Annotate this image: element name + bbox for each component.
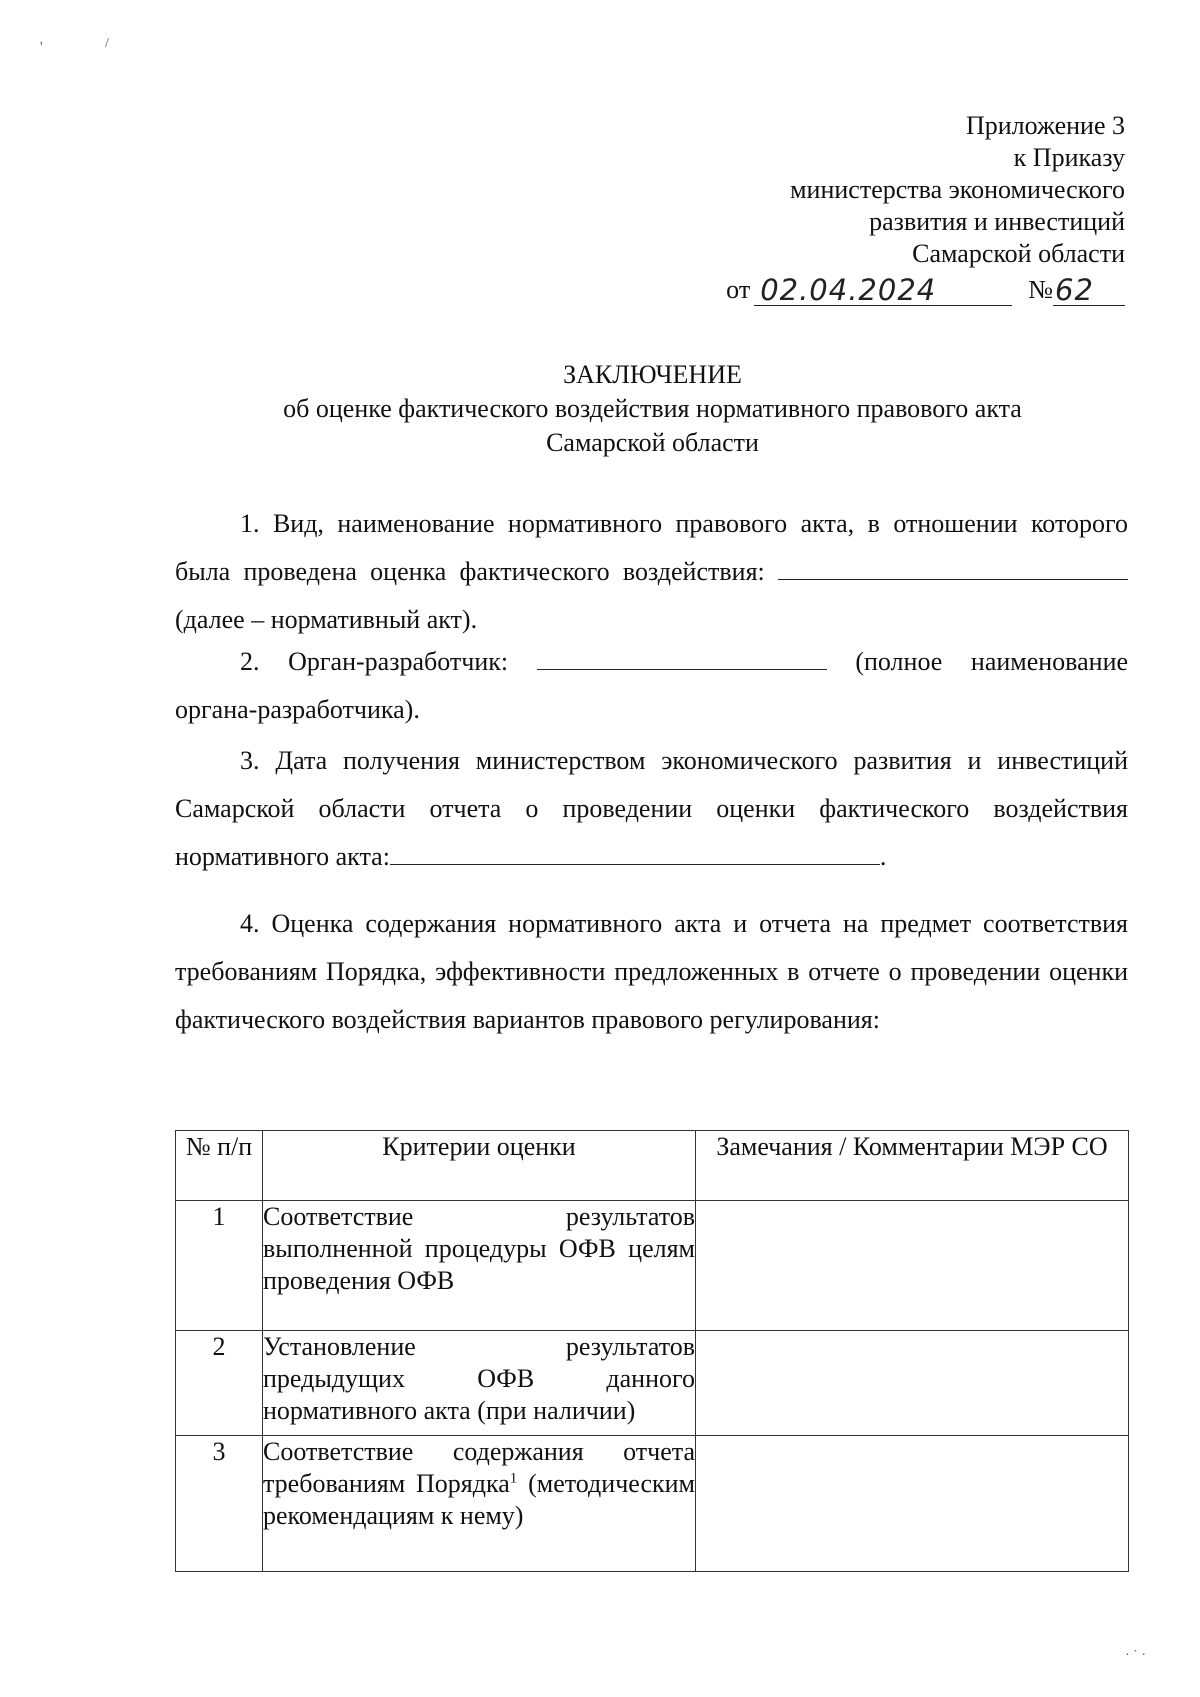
appendix-header [726,110,1125,306]
title-sub-1: об оценке фактического воздействия нормативного правового акта [283,394,1022,423]
section-1 [175,500,1128,644]
row-criteria-text: Установление результатов предыдущих ОФВ данного нормативного акта (при наличии) [263,1332,695,1425]
title-main: ЗАКЛЮЧЕНИЕ [563,360,742,389]
section-3-blank [390,838,880,865]
row-criteria-main: Соответствие содержания отчета требованиям Порядка [263,1437,695,1498]
section-1-text: 1. Вид, наименование нормативного правового акта, в отношении которого была проведена оценка фактического воздействия: [175,509,1128,586]
header-comments: Замечания / Комментарии МЭР СО [696,1131,1129,1201]
section-3 [175,737,1128,881]
criteria-table [175,1130,1129,1572]
section-3-end: . [879,842,887,871]
row-comment [696,1331,1129,1436]
header-line-3: министерства экономического [790,175,1125,204]
scan-speck: · ˙ · [1125,1648,1146,1663]
table-row [176,1201,1129,1331]
row-criteria [263,1201,696,1331]
row-comment [696,1436,1129,1572]
header-criteria: Критерии оценки [263,1131,696,1201]
section-2-blank [537,643,827,670]
row-criteria-tail: (методическим рекомендациям к нему) [263,1469,695,1530]
table-row [176,1436,1129,1572]
number-prefix: № [1028,275,1053,304]
header-line-1: Приложение 3 [965,111,1125,140]
header-line-4: развития и инвестиций [869,207,1125,236]
section-1-blank [778,553,1128,580]
section-1-tail: (далее – нормативный акт). [175,605,478,634]
table-header-row [176,1131,1129,1201]
row-criteria-text: Соответствие результатов выполненной процедуры ОФВ целям проведения ОФВ [263,1202,695,1295]
scan-speck: / [105,36,109,51]
section-3-text: 3. Дата получения министерством экономического развития и инвестиций Самарской области отчета о проведении оценки фактического воздействия нормативного акта: [175,746,1128,871]
handwritten-number: 62 [1053,275,1125,306]
section-2-tail: (полное наименование органа-разработчика). [175,647,1129,724]
section-2-text: 2. Орган-разработчик: [240,647,509,676]
section-4 [175,900,1128,1044]
section-4-text: 4. Оценка содержания нормативного акта и отчета на предмет соответствия требованиям Порядка, эффективности предложенных в отчете о проведении оценки фактического воздействия вариантов правового регулирования: [175,909,1128,1034]
footnote-marker: 1 [509,1470,518,1487]
row-num: 1 [176,1201,263,1331]
row-criteria-text [263,1436,695,1532]
title-sub-2: Самарской области [546,428,759,457]
header-line-5: Самарской области [912,239,1125,268]
row-num: 2 [176,1331,263,1436]
row-criteria [263,1331,696,1436]
row-num: 3 [176,1436,263,1572]
document-title [175,358,1130,460]
row-comment [696,1201,1129,1331]
date-prefix: от [726,275,751,304]
handwritten-date: 02.04.2024 [754,275,1012,306]
scan-speck: ' [40,40,43,55]
table-row [176,1331,1129,1436]
section-2 [175,638,1128,734]
row-criteria [263,1436,696,1572]
header-num: № п/п [176,1131,263,1201]
order-date-number [726,274,1125,306]
header-line-2: к Приказу [1013,143,1125,172]
